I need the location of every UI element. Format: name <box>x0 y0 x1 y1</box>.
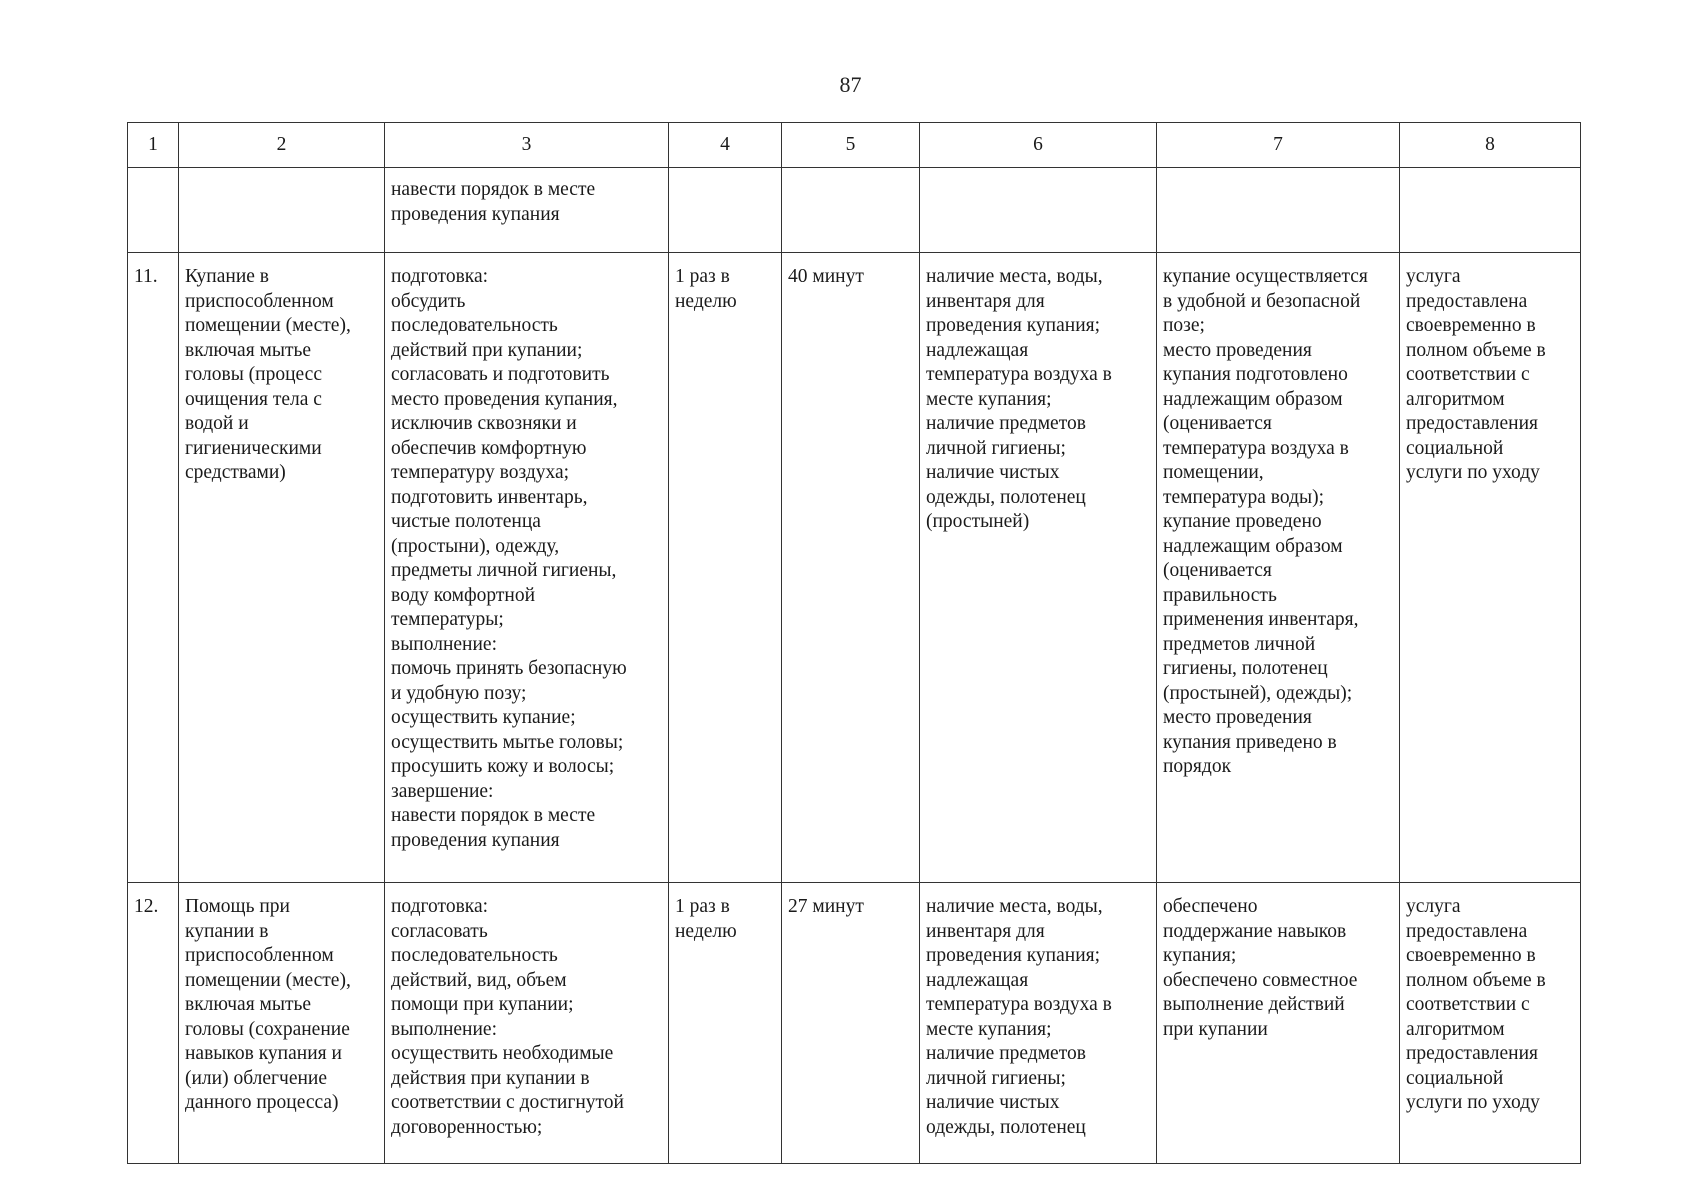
duration-cell: 40 минут <box>782 253 920 883</box>
header-cell: 5 <box>782 123 920 168</box>
frequency-cell: 1 раз в неделю <box>669 253 782 883</box>
conditions-cell: наличие места, воды, инвентаря для проведения купания; надлежащая температура воздуха в месте купания; наличие предметов личной гигиены; наличие чистых одежды, полотенец (простыней) <box>920 253 1157 883</box>
actions-cell: навести порядок в месте проведения купания <box>385 168 669 253</box>
continuation-row <box>128 168 1581 253</box>
conditions-cell: наличие места, воды, инвентаря для проведения купания; надлежащая температура воздуха в месте купания; наличие предметов личной гигиены; наличие чистых одежды, полотенец <box>920 883 1157 1164</box>
row-number-cell: 11. <box>128 253 179 883</box>
table-cell <box>128 168 179 253</box>
actions-cell: подготовка: согласовать последовательность действий, вид, объем помощи при купании; выполнение: осуществить необходимые действия при купании в соответствии с достигнутой договоренностью; <box>385 883 669 1164</box>
table-row <box>128 253 1581 883</box>
table-cell <box>1157 168 1400 253</box>
frequency-cell: 1 раз в неделю <box>669 883 782 1164</box>
actions-cell: подготовка: обсудить последовательность действий при купании; согласовать и подготовить место проведения купания, исключив сквозняки и обеспечив комфортную температуру воздуха; подготовить инвентарь, чистые полотенца (простыни), одежду, предметы личной гигиены, воду комфортной температуры; выполнение: помочь принять безопасную и удобную позу; осуществить купание; осуществить мытье головы; просушить кожу и волосы; завершение: навести порядок в месте проведения купания <box>385 253 669 883</box>
header-cell: 6 <box>920 123 1157 168</box>
header-cell: 8 <box>1400 123 1581 168</box>
header-cell: 4 <box>669 123 782 168</box>
header-row <box>128 123 1581 168</box>
duration-cell: 27 минут <box>782 883 920 1164</box>
row-number-cell: 12. <box>128 883 179 1164</box>
page-number: 87 <box>839 72 862 97</box>
header-cell: 7 <box>1157 123 1400 168</box>
header-cell: 1 <box>128 123 179 168</box>
quality-cell: купание осуществляется в удобной и безопасной позе; место проведения купания подготовлено надлежащим образом (оценивается температура воздуха в помещении, температура воды); купание проведено надлежащим образом (оценивается правильность применения инвентаря, предметов личной гигиены, полотенец (простыней), одежды); место проведения купания приведено в порядок <box>1157 253 1400 883</box>
table-row <box>128 883 1581 1164</box>
header-cell: 3 <box>385 123 669 168</box>
service-name-cell: Помощь при купании в приспособленном помещении (месте), включая мытье головы (сохранение навыков купания и (или) облегчение данного процесса) <box>179 883 385 1164</box>
header-cell: 2 <box>179 123 385 168</box>
service-name-cell: Купание в приспособленном помещении (месте), включая мытье головы (процесс очищения тела с водой и гигиеническими средствами) <box>179 253 385 883</box>
quality-cell: обеспечено поддержание навыков купания; обеспечено совместное выполнение действий при купании <box>1157 883 1400 1164</box>
table-cell <box>782 168 920 253</box>
table-cell <box>179 168 385 253</box>
result-cell: услуга предоставлена своевременно в полном объеме в соответствии с алгоритмом предоставления социальной услуги по уходу <box>1400 883 1581 1164</box>
table-cell <box>920 168 1157 253</box>
table-cell <box>669 168 782 253</box>
service-table <box>127 122 1581 1164</box>
table-cell <box>1400 168 1581 253</box>
result-cell: услуга предоставлена своевременно в полном объеме в соответствии с алгоритмом предоставления социальной услуги по уходу <box>1400 253 1581 883</box>
